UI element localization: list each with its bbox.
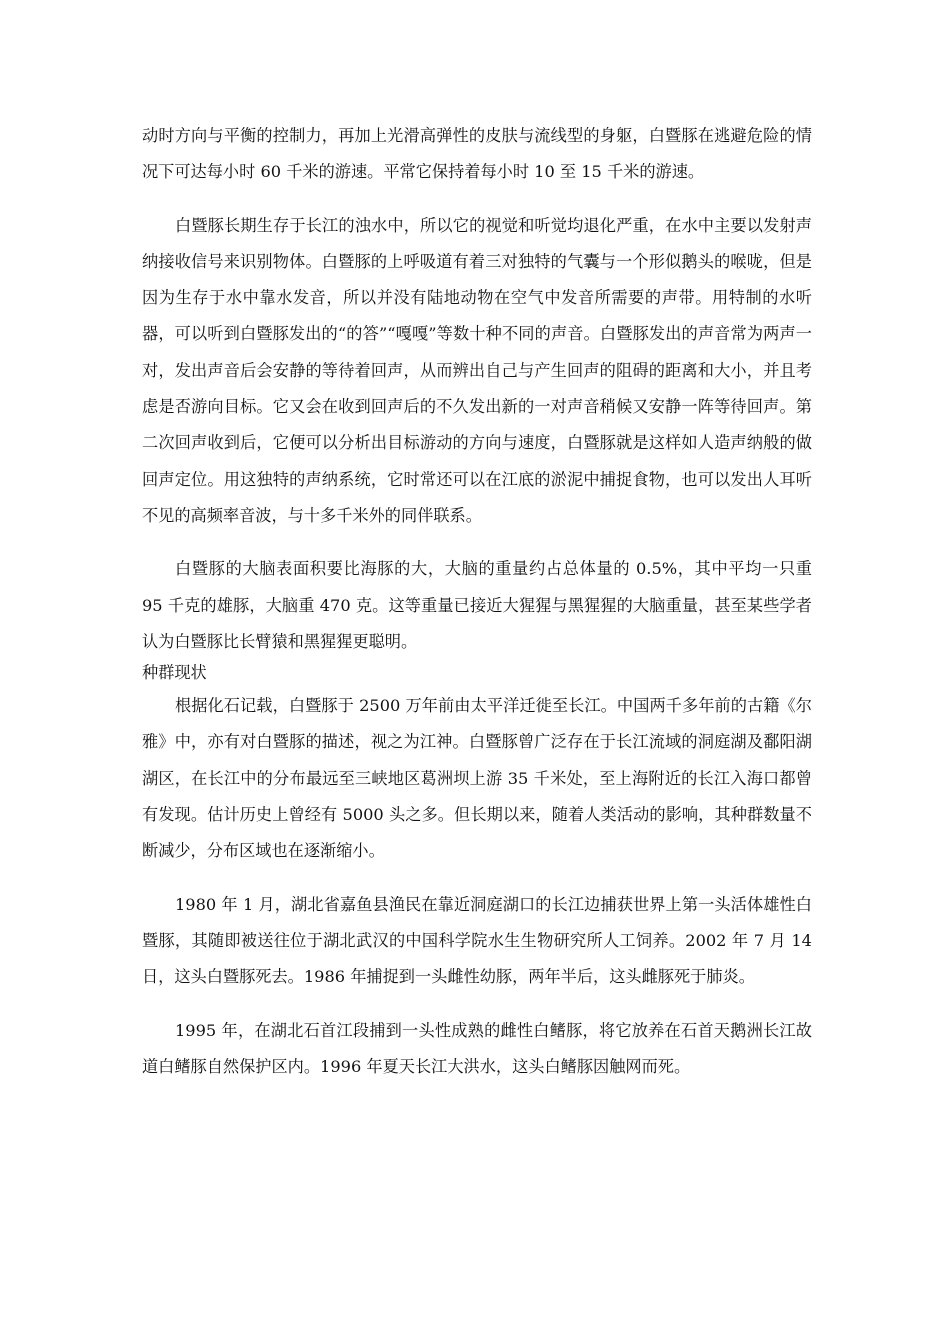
paragraph-swimming-speed: 动时方向与平衡的控制力，再加上光滑高弹性的皮肤与流线型的身躯，白暨豚在逃避危险的情况下可达每小时 60 千米的游速。平常它保持着每小时 10 至 15 千米的游速。 bbox=[142, 126, 812, 182]
paragraph-brain: 白暨豚的大脑表面积要比海豚的大，大脑的重量约占总体量的 0.5%，其中平均一只重 95 千克的雄豚，大脑重 470 克。这等重量已接近大猩猩与黑猩猩的大脑重量，甚至某些学者认为白暨豚比长臂猿和黑猩猩更聪明。 bbox=[142, 559, 812, 651]
paragraph-fossil-history: 根据化石记载，白暨豚于 2500 万年前由太平洋迁徙至长江。中国两千多年前的古籍《尔雅》中，亦有对白暨豚的描述，视之为江神。白暨豚曾广泛存在于长江流域的洞庭湖及鄱阳湖湖区，在长江中的分布最远至三峡地区葛洲坝上游 35 千米处，至上海附近的长江入海口都曾有发现。估计历史上曾经有 5000 头之多。但长期以来，随着人类活动的影响，其种群数量不断减少，分布区域也在逐渐缩小。 bbox=[142, 696, 812, 861]
section-heading-population: 种群现状 bbox=[142, 663, 207, 683]
document-body bbox=[142, 118, 812, 1085]
paragraph-1995-capture: 1995 年，在湖北石首江段捕到一头性成熟的雌性白鳍豚，将它放养在石首天鹅洲长江故道白鳍豚自然保护区内。1996 年夏天长江大洪水，这头白鳍豚因触网而死。 bbox=[142, 1020, 812, 1076]
paragraph-1980-capture: 1980 年 1 月，湖北省嘉鱼县渔民在靠近洞庭湖口的长江边捕获世界上第一头活体雄性白暨豚，其随即被送往位于湖北武汉的中国科学院水生生物研究所人工饲养。2002 年 7 月 14 日，这头白暨豚死去。1986 年捕捉到一头雌性幼豚，两年半后，这头雌豚死于肺炎。 bbox=[142, 894, 812, 987]
paragraph-sonar: 白暨豚长期生存于长江的浊水中，所以它的视觉和听觉均退化严重，在水中主要以发射声纳接收信号来识别物体。白暨豚的上呼吸道有着三对独特的气囊与一个形似鹅头的喉咙，但是因为生存于水中靠水发音，所以并没有陆地动物在空气中发音所需要的声带。用特制的水听器，可以听到白暨豚发出的“的答”“嘎嘎”等数十种不同的声音。白暨豚发出的声音常为两声一对，发出声音后会安静的等待着回声，从而辨出自己与产生回声的阻碍的距离和大小，并且考虑是否游向目标。它又会在收到回声后的不久发出新的一对声音稍候又安静一阵等待回声。第二次回声收到后，它便可以分析出目标游动的方向与速度，白暨豚就是这样如人造声纳般的做回声定位。用这独特的声纳系统，它时常还可以在江底的淤泥中捕捉食物，也可以发出人耳听不见的高频率音波，与十多千米外的同伴联系。 bbox=[142, 215, 812, 525]
